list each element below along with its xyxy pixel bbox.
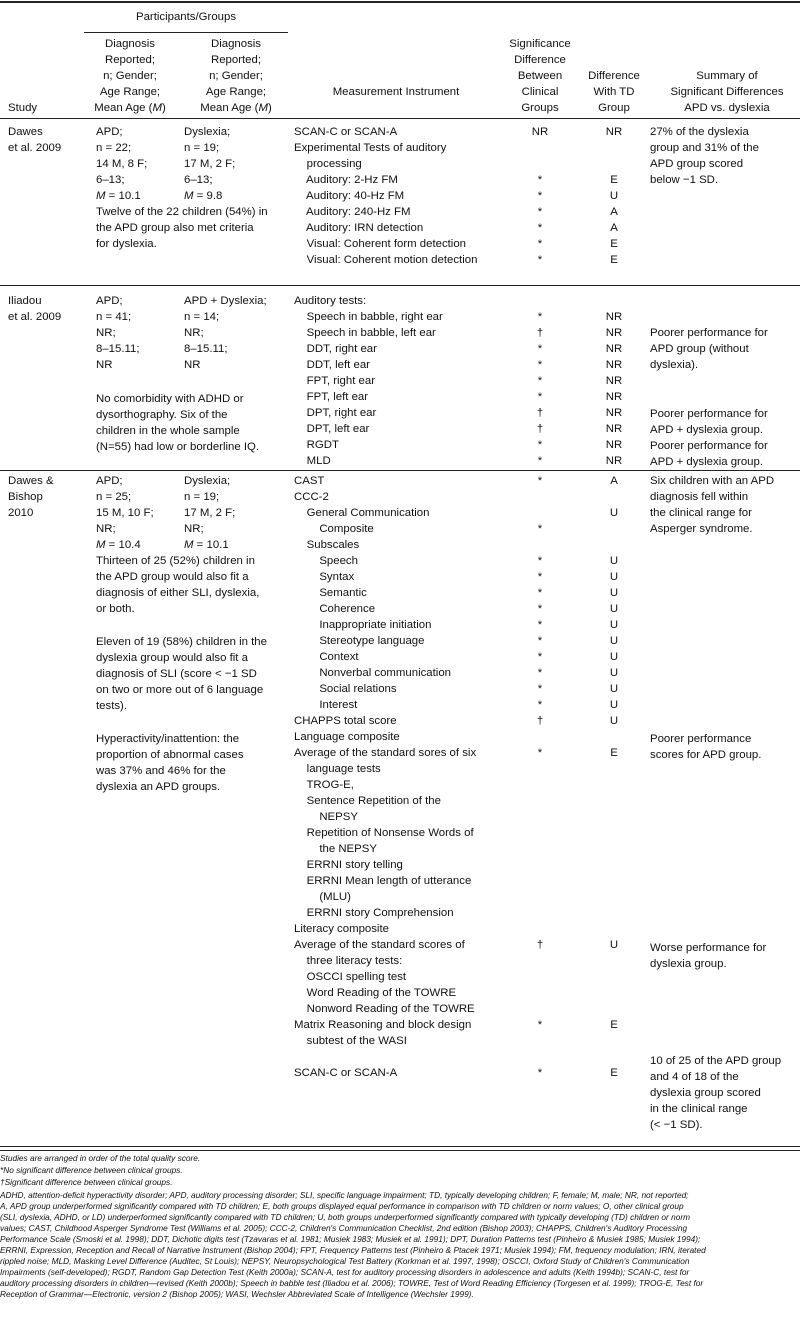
measurement-item: General Communication [294, 507, 430, 519]
summary-text: the clinical range for [650, 507, 752, 519]
study-note: Thirteen of 25 (52%) children in [96, 555, 255, 567]
measurement-item: Matrix Reasoning and block design [294, 1019, 472, 1031]
study-name: Dawes & [8, 475, 54, 487]
footnote-line: A, APD group underperformed significantly compared with TD children; E, both groups displayed equal performance in comparison with TD children or norm values; O, other clinical group [0, 1201, 684, 1211]
significance-value: † [536, 407, 544, 419]
summary-text: diagnosis fell within [650, 491, 749, 503]
significance-value: * [537, 190, 543, 202]
td-difference-column-heading: With TD [593, 86, 635, 98]
group2-details: n = 19; [184, 142, 220, 154]
measurement-item: subtest of the WASI [294, 1035, 407, 1047]
significance-value: * [537, 619, 543, 631]
measurement-item: Semantic [294, 587, 367, 599]
group2-details: Dyslexia; [184, 126, 231, 138]
td-difference-value: U [609, 619, 619, 631]
group1-details: 8–15.11; [96, 343, 140, 355]
group2-details: Dyslexia; [184, 475, 231, 487]
measurement-item: ERRNI story Comprehension [294, 907, 454, 919]
significance-column-heading: Clinical [521, 86, 559, 98]
study-note: Hyperactivity/inattention: the [96, 733, 240, 745]
measurement-item: Composite [294, 523, 374, 535]
significance-column-heading: Difference [514, 54, 566, 66]
summary-text: dyslexia group. [650, 958, 727, 970]
measurement-item: TROG-E, [294, 779, 354, 791]
measurement-item: Inappropriate initiation [294, 619, 432, 631]
group2-details: n = 19; [184, 491, 220, 503]
footnote-line: ADHD, attention-deficit hyperactivity disorder; APD, auditory processing disorder; SLI, specific language impairment; TD, typically developing children; F, female; M, male; NR, not reported; [0, 1190, 689, 1200]
significance-value: † [536, 327, 544, 339]
measurement-item: SCAN-C or SCAN-A [294, 1067, 398, 1079]
study-column-heading: Study [8, 102, 38, 114]
td-difference-value: U [609, 683, 619, 695]
measurement-item: Sentence Repetition of the [294, 795, 441, 807]
study-name: et al. 2009 [8, 142, 62, 154]
summary-text: 27% of the dyslexia [650, 126, 749, 138]
summary-column-heading: Summary of [696, 70, 758, 82]
measurement-item: Nonword Reading of the TOWRE [294, 1003, 475, 1015]
significance-value: * [537, 683, 543, 695]
td-difference-value: NR [605, 407, 623, 419]
td-difference-value: E [610, 747, 618, 759]
measurement-item: Speech [294, 555, 358, 567]
summary-text: in the clinical range [650, 1103, 748, 1115]
td-difference-value: E [610, 238, 618, 250]
td-difference-value: U [609, 555, 619, 567]
participants-underline [84, 32, 288, 33]
participants-groups-heading: Participants/Groups [135, 11, 237, 23]
summary-text: APD + dyslexia group. [650, 424, 764, 436]
footnote-line: Reception of Grammar—Electronic, version 2 (Bishop 2005); WASI, Wechsler Abbreviated Scale of Intelligence (Wechsler 1999). [0, 1289, 474, 1299]
study-name: Iliadou [8, 295, 42, 307]
group1-details: 15 M, 10 F; [96, 507, 154, 519]
significance-value: * [537, 747, 543, 759]
measurement-item: Repetition of Nonsense Words of [294, 827, 474, 839]
measurement-item: DDT, right ear [294, 343, 377, 355]
summary-text: Poorer performance for [650, 440, 768, 452]
group2-details: 8–15.11; [184, 343, 228, 355]
study1-rule [0, 285, 800, 286]
group2-details: NR; [184, 523, 204, 535]
significance-value: * [537, 455, 543, 467]
study-note: Twelve of the 22 children (54%) in [96, 206, 268, 218]
measurement-item: NEPSY [294, 811, 358, 823]
td-difference-value: U [609, 651, 619, 663]
measurement-item: Average of the standard scores of [294, 939, 465, 951]
summary-column-heading: Significant Differences [670, 86, 784, 98]
study-note: proportion of abnormal cases [96, 749, 244, 761]
summary-text: 10 of 25 of the APD group [650, 1055, 782, 1067]
significance-value: * [537, 311, 543, 323]
group1-details: NR; [96, 523, 116, 535]
group1-details: NR [96, 359, 113, 371]
measurement-item: DPT, left ear [294, 423, 370, 435]
study-name: et al. 2009 [8, 311, 62, 323]
significance-value: † [536, 715, 544, 727]
td-difference-column-heading: Difference [588, 70, 640, 82]
measurement-item: Auditory tests: [294, 295, 367, 307]
significance-value: * [537, 475, 543, 487]
summary-text: Poorer performance for [650, 408, 768, 420]
group2-details: NR; [184, 327, 204, 339]
measurement-item: Speech in babble, left ear [294, 327, 436, 339]
td-difference-value: NR [605, 311, 623, 323]
significance-value: * [537, 238, 543, 250]
significance-value: * [537, 523, 543, 535]
group2-details: 17 M, 2 F; [184, 158, 236, 170]
measurement-item: Interest [294, 699, 358, 711]
measurement-column-heading: Measurement Instrument [332, 86, 460, 98]
significance-column-heading: Between [517, 70, 563, 82]
measurement-item: FPT, right ear [294, 375, 376, 387]
study-note: or both. [96, 603, 135, 615]
study-note: diagnosis of SLI (score < −1 SD [96, 668, 257, 680]
footnote-line: (SLI, dyslexia, ADHD, or LD) underperformed significantly compared with TD children; U, both groups underperformed significantly compared with typically developing (TD) children or norm [0, 1212, 691, 1222]
measurement-item: Visual: Coherent form detection [294, 238, 467, 250]
significance-value: * [537, 359, 543, 371]
td-difference-value: A [610, 206, 618, 218]
measurement-item: Social relations [294, 683, 397, 695]
measurement-item: Auditory: IRN detection [294, 222, 424, 234]
significance-value: * [537, 174, 543, 186]
measurement-item: processing [294, 158, 362, 170]
study-note: Eleven of 19 (58%) children in the [96, 636, 267, 648]
group1-details: 14 M, 8 F; [96, 158, 148, 170]
significance-column-heading: Groups [521, 102, 559, 114]
study-note: dyslexia group would also fit a [96, 652, 248, 664]
measurement-item: (MLU) [294, 891, 351, 903]
td-difference-value: U [609, 715, 619, 727]
study2-rule [0, 470, 800, 471]
top-rule [0, 1, 800, 3]
footnote-line: ERRNI, Expression, Reception and Recall of Narrative Instrument (Bishop 2004); FPT, Frequency Patterns test (Pinheiro & Ptacek 1971; Musiek 1994); FM, frequency modulation; IRN, iterated [0, 1245, 706, 1255]
significance-value: * [537, 667, 543, 679]
measurement-item: SCAN-C or SCAN-A [294, 126, 398, 138]
group1-details: M = 10.1 [96, 190, 141, 202]
group1-column-heading: Reported; [104, 54, 156, 66]
td-difference-column-heading: Group [598, 102, 630, 114]
measurement-item: Coherence [294, 603, 376, 615]
measurement-item: Language composite [294, 731, 400, 743]
measurement-item: language tests [294, 763, 381, 775]
group1-column-heading: n; Gender; [103, 70, 157, 82]
study-name: Bishop [8, 491, 43, 503]
measurement-item: ERRNI story telling [294, 859, 403, 871]
measurement-item: MLD [294, 455, 331, 467]
td-difference-value: U [609, 939, 619, 951]
td-difference-value: U [609, 667, 619, 679]
measurement-item: the NEPSY [294, 843, 377, 855]
td-difference-value: NR [605, 455, 623, 467]
group2-details: APD + Dyslexia; [184, 295, 267, 307]
td-difference-value: E [610, 174, 618, 186]
group1-column-heading: Age Range; [99, 86, 161, 98]
td-difference-value: U [609, 507, 619, 519]
group1-column-heading: Mean Age (M) [94, 102, 166, 114]
significance-value: * [537, 555, 543, 567]
significance-value: * [537, 603, 543, 615]
significance-value: * [537, 651, 543, 663]
group2-details: 17 M, 2 F; [184, 507, 236, 519]
significance-value: * [537, 343, 543, 355]
study-note: dysorthography. Six of the [96, 409, 228, 421]
group2-details: M = 9.8 [184, 190, 223, 202]
measurement-item: CHAPPS total score [294, 715, 397, 727]
td-difference-value: E [610, 1067, 618, 1079]
significance-value: * [537, 439, 543, 451]
summary-text: Worse performance for [650, 942, 767, 954]
group2-details: n = 14; [184, 311, 220, 323]
td-difference-value: U [609, 603, 619, 615]
study-note: (N=55) had low or borderline IQ. [96, 441, 260, 453]
significance-value: * [537, 206, 543, 218]
td-difference-value: NR [605, 343, 623, 355]
table-end-rule [0, 1150, 800, 1151]
significance-value: † [536, 423, 544, 435]
td-difference-value: NR [605, 439, 623, 451]
measurement-item: Literacy composite [294, 923, 389, 935]
significance-value: * [537, 587, 543, 599]
measurement-item: CAST [294, 475, 325, 487]
group1-details: APD; [96, 126, 123, 138]
footnote-line: rippled noise; MLD, Masking Level Difference (Auditec, St Louis); NEPSY, Neuropsychological Test Battery (Korkman et al. 1997, 1998); OSCCI, Oxford Study of Children's Communication [0, 1256, 690, 1266]
summary-text: APD + dyslexia group. [650, 456, 764, 468]
study-name: Dawes [8, 126, 43, 138]
significance-value: * [537, 635, 543, 647]
study-note: the APD group would also fit a [96, 571, 249, 583]
measurement-item: Context [294, 651, 359, 663]
measurement-item: Syntax [294, 571, 355, 583]
group1-details: n = 22; [96, 142, 132, 154]
td-difference-value: NR [605, 359, 623, 371]
measurement-item: Nonverbal communication [294, 667, 452, 679]
td-difference-value: U [609, 571, 619, 583]
footnote-line: Studies are arranged in order of the total quality score. [0, 1153, 201, 1163]
measurement-item: Experimental Tests of auditory [294, 142, 447, 154]
group2-column-heading: Mean Age (M) [200, 102, 272, 114]
measurement-item: three literacy tests: [294, 955, 403, 967]
significance-value: * [537, 699, 543, 711]
study-note: tests). [96, 700, 128, 712]
summary-text: Poorer performance for [650, 327, 768, 339]
td-difference-value: A [610, 475, 618, 487]
group2-details: NR [184, 359, 201, 371]
footnote-line: Performance Scale (Smoski et al. 1998); DDT, Dichotic digits test (Tzavaras et al. 1981; Musiek 1983; Musiek et al. 1991); DPT, Duration Patterns test (Pinheiro & Musiek 1985; Musiek 1994); [0, 1234, 701, 1244]
summary-text: Poorer performance [650, 733, 752, 745]
significance-value: † [536, 939, 544, 951]
group2-column-heading: Diagnosis [210, 38, 262, 50]
study-note: for dyslexia. [96, 238, 157, 250]
td-difference-value: U [609, 635, 619, 647]
footnote-line: *No significant difference between clinical groups. [0, 1165, 183, 1175]
study-name: 2010 [8, 507, 34, 519]
summary-column-heading: APD vs. dyslexia [684, 102, 770, 114]
td-difference-value: NR [605, 126, 623, 138]
measurement-item: Subscales [294, 539, 360, 551]
summary-text: APD group scored [650, 158, 744, 170]
study-note: dyslexia an APD groups. [96, 781, 221, 793]
significance-value: NR [531, 126, 549, 138]
measurement-item: FPT, left ear [294, 391, 369, 403]
study-note: was 37% and 46% for the [96, 765, 226, 777]
measurement-item: ERRNI Mean length of utterance [294, 875, 472, 887]
measurement-item: DPT, right ear [294, 407, 377, 419]
group1-details: n = 41; [96, 311, 132, 323]
summary-text: scores for APD group. [650, 749, 762, 761]
measurement-item: CCC-2 [294, 491, 329, 503]
significance-value: * [537, 222, 543, 234]
group2-details: 6–13; [184, 174, 213, 186]
group2-column-heading: Age Range; [205, 86, 267, 98]
td-difference-value: A [610, 222, 618, 234]
study-note: No comorbidity with ADHD or [96, 393, 244, 405]
measurement-item: Stereotype language [294, 635, 425, 647]
measurement-item: Auditory: 2-Hz FM [294, 174, 398, 186]
group2-column-heading: Reported; [210, 54, 262, 66]
measurement-item: RGDT [294, 439, 339, 451]
footnote-line: †Significant difference between clinical groups. [0, 1177, 173, 1187]
study-note: the APD group also met criteria [96, 222, 254, 234]
footnote-line: Impairments (self-developed); RGDT, Random Gap Detection Test (Keith 2000a); SCAN-A, test for auditory processing disorders in adolescence and adults (Keith 1994b); SCAN-C, test for [0, 1267, 690, 1277]
td-difference-value: E [610, 254, 618, 266]
td-difference-value: U [609, 699, 619, 711]
measurement-item: Average of the standard sores of six [294, 747, 477, 759]
measurement-item: Auditory: 40-Hz FM [294, 190, 405, 202]
summary-text: group and 31% of the [650, 142, 759, 154]
significance-value: * [537, 375, 543, 387]
summary-text: and 4 of 18 of the [650, 1071, 739, 1083]
measurement-item: OSCCI spelling test [294, 971, 407, 983]
significance-value: * [537, 1019, 543, 1031]
summary-text: Six children with an APD [650, 475, 775, 487]
group2-details: M = 10.1 [184, 539, 229, 551]
summary-text: below −1 SD. [650, 174, 719, 186]
group1-details: APD; [96, 295, 123, 307]
summary-text: dyslexia group scored [650, 1087, 761, 1099]
group1-details: n = 25; [96, 491, 132, 503]
significance-column-heading: Significance [509, 38, 571, 50]
significance-value: * [537, 391, 543, 403]
summary-text: Asperger syndrome. [650, 523, 753, 535]
td-difference-value: NR [605, 375, 623, 387]
significance-value: * [537, 254, 543, 266]
summary-text: APD group (without [650, 343, 749, 355]
td-difference-value: NR [605, 327, 623, 339]
footnote-line: values; CAST, Childhood Asperger Syndrome Test (Williams et al. 2005); CCC-2, Children's Communication Checklist, 2nd edition (Bishop 2003); CHAPPS, Children's Auditory Processing [0, 1223, 688, 1233]
summary-text: dyslexia). [650, 359, 699, 371]
measurement-item: Word Reading of the TOWRE [294, 987, 457, 999]
group1-column-heading: Diagnosis [104, 38, 156, 50]
td-difference-value: NR [605, 391, 623, 403]
measurement-item: Auditory: 240-Hz FM [294, 206, 411, 218]
significance-value: * [537, 571, 543, 583]
table-bottom-rule [0, 1146, 800, 1147]
group1-details: NR; [96, 327, 116, 339]
group1-details: M = 10.4 [96, 539, 141, 551]
td-difference-value: U [609, 190, 619, 202]
group1-details: APD; [96, 475, 123, 487]
study-note: on two or more out of 6 language [96, 684, 264, 696]
significance-value: * [537, 1067, 543, 1079]
group2-column-heading: n; Gender; [209, 70, 263, 82]
header-rule [0, 118, 800, 119]
measurement-item: Speech in babble, right ear [294, 311, 443, 323]
measurement-item: DDT, left ear [294, 359, 370, 371]
study-note: children in the whole sample [96, 425, 240, 437]
measurement-item: Visual: Coherent motion detection [294, 254, 478, 266]
summary-text: (< −1 SD). [650, 1119, 703, 1131]
td-difference-value: E [610, 1019, 618, 1031]
study-note: diagnosis of either SLI, dyslexia, [96, 587, 260, 599]
td-difference-value: NR [605, 423, 623, 435]
footnote-line: auditory processing disorders in children—revised (Keith 2000b); Speech in babble test (Iliadou et al. 2006); TOWRE, Test of Word Reading Efficiency (Torgesen et al. 1999); TROG-E, Test for [0, 1278, 704, 1288]
td-difference-value: U [609, 587, 619, 599]
group1-details: 6–13; [96, 174, 125, 186]
